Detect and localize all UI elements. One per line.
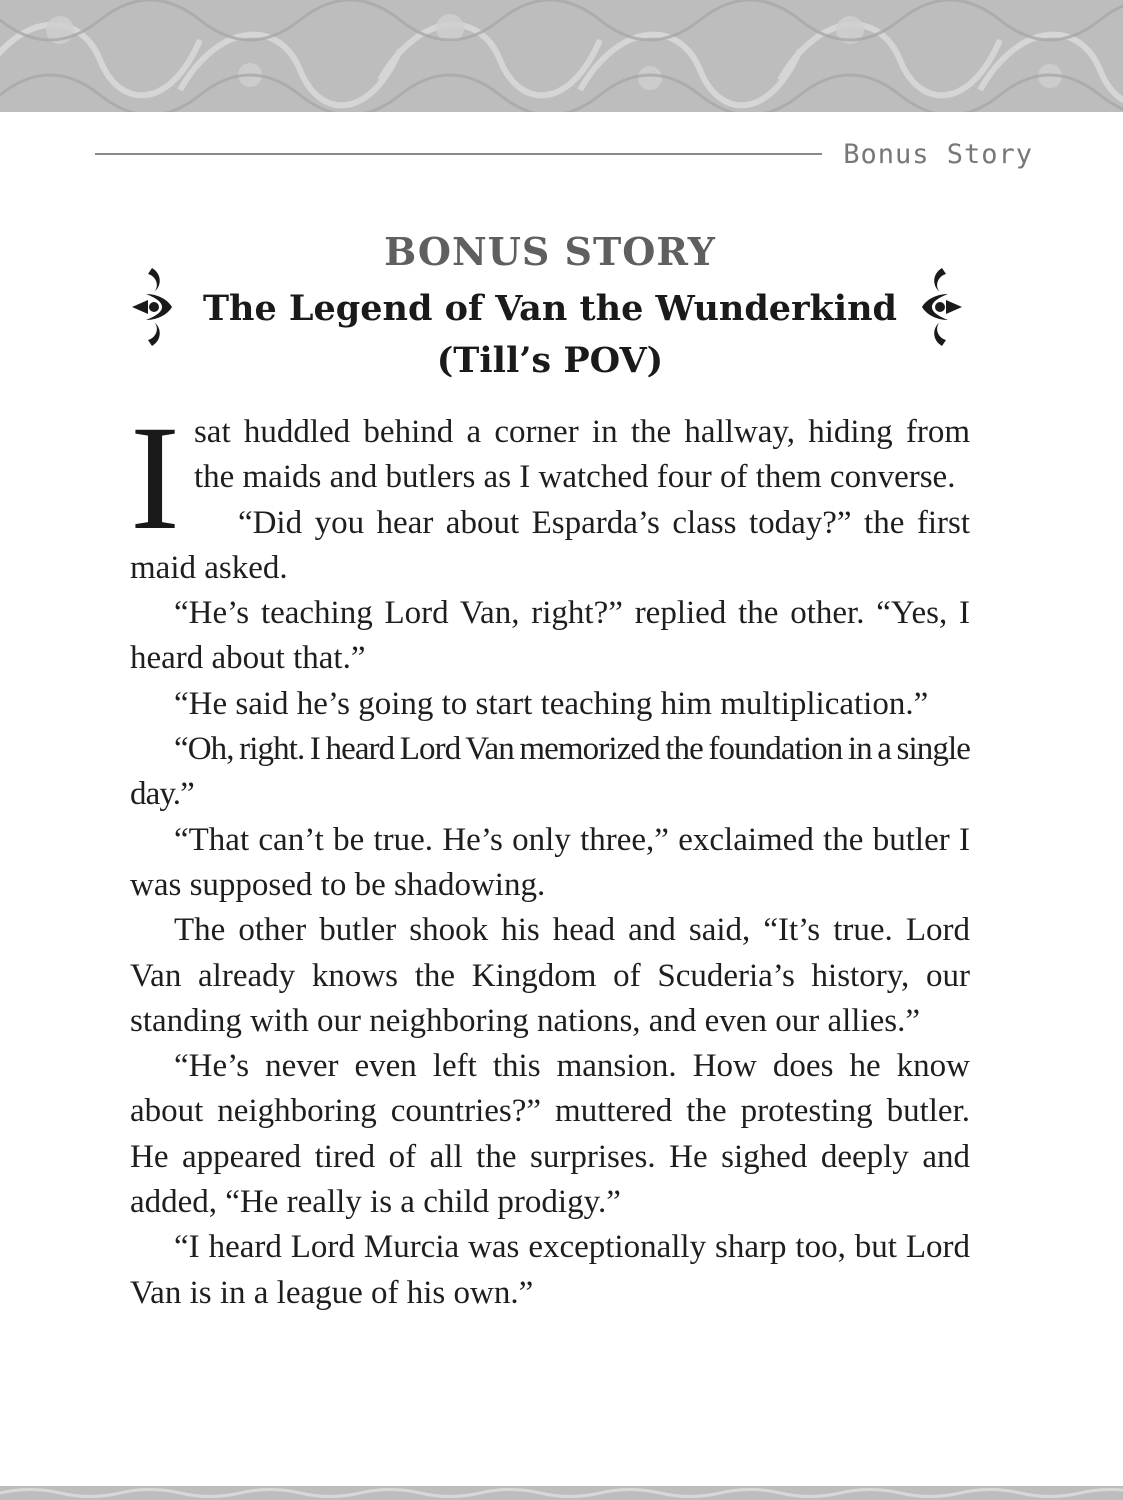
- header-rule: [95, 153, 822, 155]
- story-paragraph: “He’s never even left this mansion. How does he know about neighboring countries?” muttered the protesting butler. He appeared tired of all the surprises. He sighed deeply and added, “He really is a child prodigy.”: [130, 1048, 970, 1221]
- drop-cap: I: [130, 395, 180, 561]
- left-flourish-ornament-icon: [128, 264, 176, 350]
- damask-pattern-bottom: [0, 1486, 1123, 1500]
- right-flourish-ornament-icon: [918, 264, 966, 350]
- running-header: [95, 138, 1035, 172]
- story-paragraph: “He said he’s going to start teaching him multiplication.”: [174, 685, 929, 722]
- chapter-title: The Legend of Van the Wunderkind: [202, 288, 897, 329]
- paragraph-text: sat huddled behind a corner in the hallway, hiding from the maids and butlers as I watched four of them converse.: [193, 414, 970, 496]
- chapter-subtitle: (Till’s POV): [436, 340, 664, 381]
- story-paragraph: “Oh, right. I heard Lord Van memorized the foundation in a single day.”: [130, 731, 970, 813]
- story-paragraph: “He’s teaching Lord Van, right?” replied the other. “Yes, I heard about that.”: [130, 595, 970, 677]
- story-paragraph: “Did you hear about Esparda’s class today?” the first maid asked.: [130, 504, 970, 586]
- chapter-label: BONUS STORY: [384, 229, 716, 274]
- top-decorative-band: [0, 0, 1123, 112]
- story-paragraph: “That can’t be true. He’s only three,” exclaimed the butler I was supposed to be shadowing.: [130, 821, 970, 903]
- bottom-decorative-band: [0, 1486, 1123, 1500]
- story-body: [130, 395, 970, 1316]
- story-paragraph: The other butler shook his head and said, “It’s true. Lord Van already knows the Kingdom of Scuderia’s history, our standing with our neighboring nations, and even our allies.”: [130, 912, 970, 1039]
- damask-pattern: [0, 0, 1123, 112]
- story-paragraph: “I heard Lord Murcia was exceptionally sharp too, but Lord Van is in a league of his own.”: [130, 1229, 970, 1311]
- running-header-text: Bonus Story: [843, 139, 1033, 170]
